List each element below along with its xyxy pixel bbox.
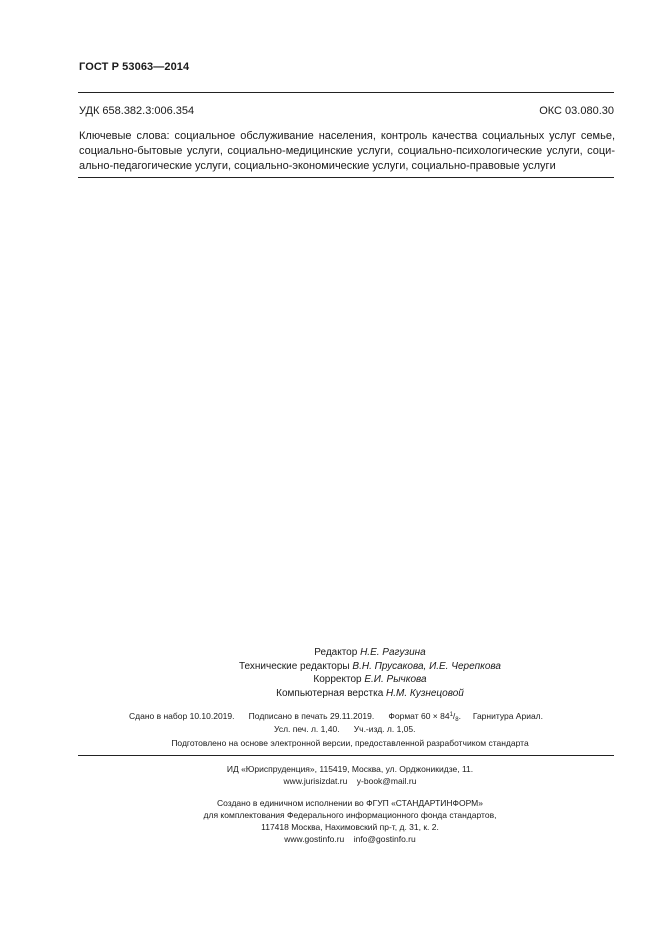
standard-number: ГОСТ Р 53063—2014: [79, 61, 190, 73]
printer-website[interactable]: www.gostinfo.ru: [284, 834, 345, 844]
editor-name: Н.Е. Рагузина: [360, 647, 426, 658]
keywords-line-1: Ключевые слова: социальное обслуживание населения, контроль качества социальных услуг семье,: [79, 130, 615, 142]
keywords-line-2: социально-бытовые услуги, социально-медицинские услуги, социально-психологические услуги, соци-: [79, 145, 615, 157]
printer-line-1: Создано в единичном исполнении во ФГУП «СТАНДАРТИНФОРМ»: [216, 798, 483, 808]
publisher-website[interactable]: www.jurisizdat.ru: [283, 776, 348, 786]
tech-editors-label: Технические редакторы: [238, 660, 350, 672]
keywords-paragraph: [79, 129, 615, 174]
imprint-divider: [78, 755, 614, 756]
corrector-label: Корректор: [313, 674, 362, 685]
print-info-line-2: [274, 724, 415, 734]
udk-code: УДК 658.382.3:006.354: [79, 105, 195, 117]
printer-block: [150, 797, 550, 845]
printer-contacts: [150, 833, 550, 845]
layout-name: Н.М. Кузнецовой: [386, 687, 464, 699]
prepared-note: Подготовлено на основе электронной версии, предоставленной разработчиком стандарта: [171, 738, 529, 748]
print-info-line-1: [129, 711, 543, 723]
oks-code: ОКС 03.080.30: [539, 105, 614, 117]
format-denominator: 8: [455, 717, 459, 723]
signed-date: Подписано в печать 29.11.2019.: [248, 711, 375, 721]
printer-email[interactable]: info@gostinfo.ru: [353, 834, 416, 844]
paper-format: [388, 711, 461, 721]
layout-line: [150, 687, 590, 701]
format-slash: /: [452, 711, 456, 721]
keywords-line-3: ально-педагогические услуги, социально-экономические услуги, социально-правовые услуги: [79, 160, 556, 172]
format-prefix: Формат 60 × 84: [388, 711, 450, 721]
tech-editors-names: В.Н. Прусакова, И.Е. Черепкова: [352, 660, 501, 672]
publisher-block: [150, 763, 550, 787]
publisher-address: ИД «Юриспруденция», 115419, Москва, ул. Орджоникидзе, 11.: [226, 764, 474, 774]
credits-block: [150, 646, 590, 700]
tech-editors-line: [150, 660, 590, 674]
corrector-name: Е.И. Рычкова: [364, 674, 427, 685]
printer-address: 117418 Москва, Нахимовский пр-т, д. 31, к. 2.: [261, 822, 439, 832]
publisher-sheets: Уч.-изд. л. 1,05.: [353, 724, 416, 734]
format-suffix: .: [458, 711, 462, 721]
header-divider: [78, 92, 614, 93]
format-numerator: 1: [449, 712, 453, 718]
keywords-divider: [78, 177, 614, 178]
submitted-date: Сдано в набор 10.10.2019.: [129, 711, 235, 721]
publisher-contacts: [150, 775, 550, 787]
typeface: Гарнитура Ариал.: [472, 711, 544, 721]
corrector-line: [150, 673, 590, 687]
print-sheets: Усл. печ. л. 1,40.: [274, 724, 340, 734]
layout-label: Компьютерная верстка: [276, 687, 384, 699]
editor-label: Редактор: [314, 647, 358, 658]
publisher-email[interactable]: y-book@mail.ru: [356, 776, 417, 786]
printer-line-2: для комплектования Федерального информационного фонда стандартов,: [203, 810, 497, 820]
editor-line: [150, 646, 590, 660]
